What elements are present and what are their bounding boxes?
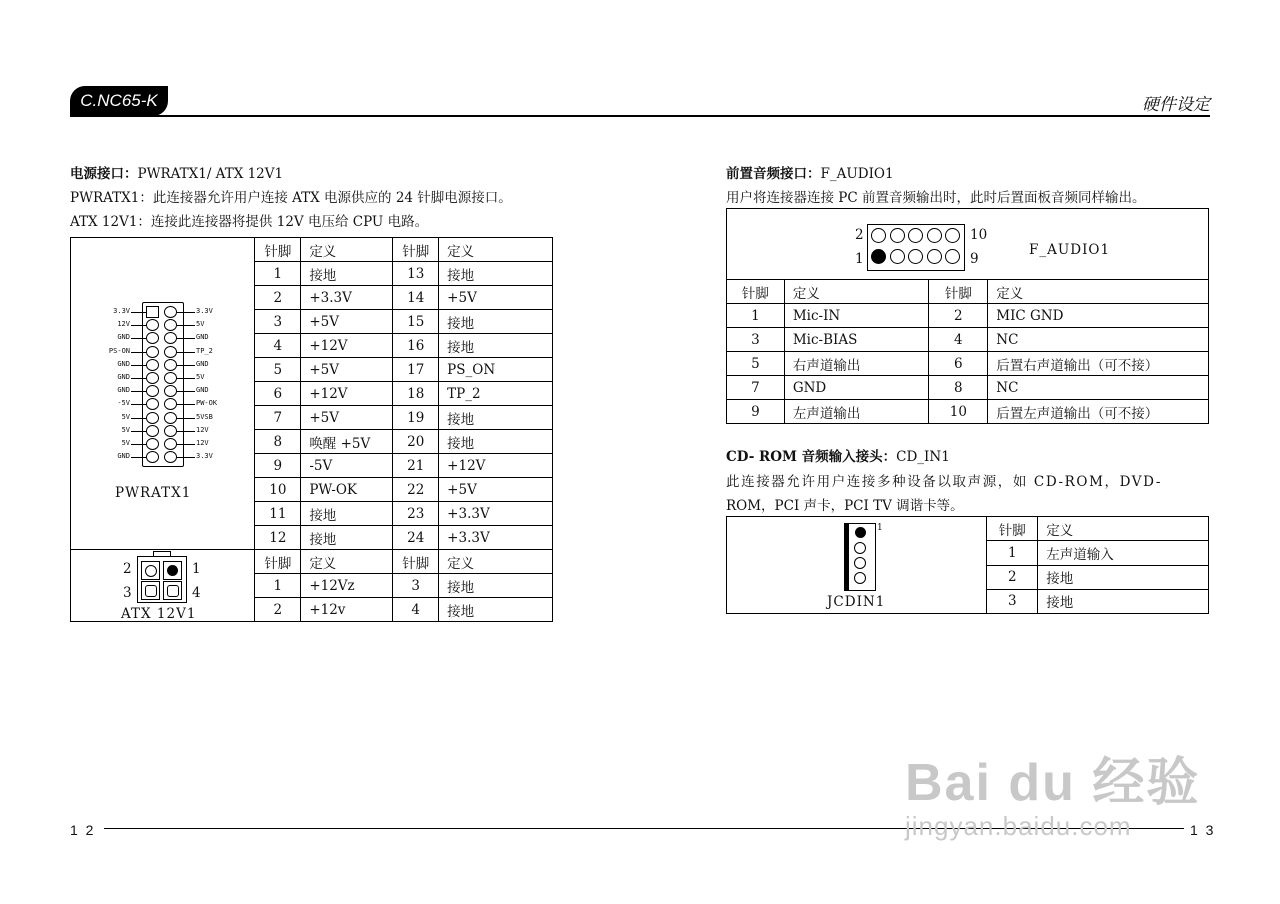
atx-pin-2-label: 2 (123, 561, 132, 577)
pwratx1-leader-line (131, 338, 146, 339)
pwratx1-left-label: -5V (117, 399, 130, 408)
audio-pin (908, 228, 923, 243)
cd-pin-1-label: 1 (877, 523, 883, 533)
pin-definition: 右声道输出 (784, 352, 929, 376)
pwratx1-right-label: 12V (196, 439, 209, 447)
pwratx1-right-label: PW-OK (196, 399, 218, 408)
pwratx1-leader-line (177, 404, 195, 405)
header-def: 定义 (439, 550, 553, 574)
cd-pin-3 (854, 557, 866, 569)
cd-pin-4 (854, 572, 866, 584)
pwratx1-left-label: GND (117, 386, 130, 395)
cd-connector-label: JCDIN1 (827, 594, 886, 610)
pin-definition: 接地 (439, 406, 553, 430)
pin-number: 4 (929, 328, 988, 352)
pwratx1-pin (146, 359, 159, 371)
table-row (727, 328, 1209, 352)
pin-number: 9 (255, 454, 301, 478)
pin-number: 21 (393, 454, 439, 478)
cd-pin-1 (855, 527, 866, 538)
header-def: 定义 (301, 238, 393, 262)
pin-number: 5 (727, 352, 785, 376)
cd-connector-cell (727, 517, 987, 614)
pin-definition: +5V (301, 310, 393, 334)
cd-heading-bold: CD- ROM 音频输入接头： (726, 449, 897, 465)
header-def: 定义 (988, 280, 1209, 304)
pin-number: 1 (987, 541, 1038, 565)
pin-number: 1 (255, 262, 301, 286)
pin-number: 15 (393, 310, 439, 334)
audio-pin-2-label: 2 (855, 227, 864, 243)
pwratx1-pin (146, 306, 159, 318)
pwratx1-label: PWRATX1 (115, 485, 192, 501)
pin-number: 23 (393, 502, 439, 526)
pin-definition: PS_ON (439, 358, 553, 382)
pin-definition: 接地 (439, 334, 553, 358)
pwratx1-pin (146, 346, 159, 358)
pwratx1-pin (146, 425, 159, 437)
pin-definition: GND (784, 376, 929, 400)
pwratx1-leader-line (131, 325, 146, 326)
pin-definition: +12V (301, 334, 393, 358)
power-heading-rest: PWRATX1/ ATX 12V1 (137, 166, 284, 182)
pin-number: 19 (393, 406, 439, 430)
pwratx1-leader-line (177, 365, 195, 366)
pin-definition: +12v (301, 598, 393, 622)
pin-number: 14 (393, 286, 439, 310)
pin-number: 22 (393, 478, 439, 502)
pin-number: 18 (393, 382, 439, 406)
cd-pin-table (726, 516, 1209, 614)
cd-header-pin: 针脚 (987, 517, 1038, 541)
cd-desc-1: 此连接器允许用户连接多种设备以取声源，如 CD-ROM，DVD- (726, 474, 1162, 490)
pin-definition: Mic-IN (784, 304, 929, 328)
audio-desc: 用户将连接器连接 PC 前置音频输出时，此时后置面板音频同样输出。 (726, 190, 1146, 206)
cd-desc-2: ROM，PCI 声卡，PCI TV 调谐卡等。 (726, 498, 964, 514)
atx12v-connector-diagram (120, 555, 220, 605)
pwratx1-leader-line (131, 352, 146, 353)
pin-definition: TP_2 (439, 382, 553, 406)
header-pin: 针脚 (929, 280, 988, 304)
atx-pin-4-label: 4 (192, 585, 201, 601)
pin-definition: +5V (439, 286, 553, 310)
pin-definition: 后置左声道输出（可不接） (988, 400, 1209, 424)
power-desc-1: PWRATX1：此连接器允许用户连接 ATX 电源供应的 24 针脚电源接口。 (70, 190, 512, 206)
pin-number: 6 (255, 382, 301, 406)
model-badge: C.NC65-K (70, 86, 168, 116)
pin-definition: +3.3V (439, 502, 553, 526)
audio-pin (945, 228, 960, 243)
pwratx1-pin (146, 372, 159, 384)
header-def: 定义 (301, 550, 393, 574)
pwratx1-pin (164, 425, 177, 437)
pin-definition: +5V (439, 478, 553, 502)
pwratx1-right-label: 5V (196, 320, 205, 329)
audio-heading-rest: F_AUDIO1 (820, 166, 894, 182)
pwratx1-left-label: GND (117, 373, 130, 381)
page-number-right: 1 3 (1190, 822, 1216, 838)
pwratx1-leader-line (131, 312, 146, 313)
pwratx1-pin (164, 359, 177, 371)
audio-pin (890, 249, 905, 264)
pin-definition: NC (988, 376, 1209, 400)
pin-number: 10 (929, 400, 988, 424)
audio-pin (890, 228, 905, 243)
pin-number: 20 (393, 430, 439, 454)
header-pin: 针脚 (255, 238, 301, 262)
pin-number: 7 (255, 406, 301, 430)
pwratx1-right-label: 3.3V (196, 307, 213, 315)
watermark-url: jingyan.baidu.com (905, 811, 1132, 841)
pwratx1-right-label: 5VSB (196, 412, 213, 421)
section-title: 硬件设定 (1142, 95, 1210, 115)
pin-number: 1 (255, 574, 301, 598)
pin-number: 2 (255, 598, 301, 622)
pin-number: 3 (255, 310, 301, 334)
pin-definition: 接地 (301, 526, 393, 550)
pin-number: 7 (727, 376, 785, 400)
pwratx1-leader-line (131, 457, 146, 458)
pin-number: 13 (393, 262, 439, 286)
pwratx1-pin (164, 306, 177, 318)
pwratx1-leader-line (177, 457, 195, 458)
pin-number: 2 (255, 286, 301, 310)
pwratx1-right-label: 12V (196, 425, 209, 434)
pwratx1-leader-line (131, 444, 146, 445)
cd-heading (726, 445, 950, 465)
pwratx1-leader-line (177, 378, 195, 379)
atx-pin-4 (163, 581, 182, 600)
atx12v-label: ATX 12V1 (121, 606, 197, 622)
pwratx1-right-label: 5V (196, 373, 205, 381)
pin-number: 4 (255, 334, 301, 358)
pin-number: 8 (929, 376, 988, 400)
pwratx1-leader-line (131, 418, 146, 419)
audio-pin (927, 228, 942, 243)
pin-definition: MIC GND (988, 304, 1209, 328)
pin-number: 9 (727, 400, 785, 424)
pin-number: 3 (987, 589, 1038, 613)
header-rule (70, 115, 1210, 117)
pin-number: 2 (929, 304, 988, 328)
audio-pin (908, 249, 923, 264)
pin-definition: 接地 (439, 262, 553, 286)
pin-definition: +12V (439, 454, 553, 478)
pwratx1-leader-line (177, 338, 195, 339)
pin-definition: 左声道输入 (1038, 541, 1209, 565)
audio-pin-10-label: 10 (970, 227, 988, 243)
cd-header-def: 定义 (1038, 517, 1209, 541)
pin-definition: +3.3V (301, 286, 393, 310)
page-number-left: 1 2 (70, 822, 96, 838)
pwratx1-pin (164, 438, 177, 450)
pin-definition: NC (988, 328, 1209, 352)
pin-number: 11 (255, 502, 301, 526)
pin-number: 10 (255, 478, 301, 502)
pwratx1-leader-line (177, 391, 195, 392)
pin-definition: +3.3V (439, 526, 553, 550)
audio-pin-table (726, 208, 1209, 424)
pin-definition: 接地 (439, 598, 553, 622)
pwratx1-leader-line (131, 431, 146, 432)
pin-number: 16 (393, 334, 439, 358)
pwratx1-left-label: GND (117, 333, 130, 342)
pin-definition: 接地 (439, 310, 553, 334)
audio-pin (927, 249, 942, 264)
header-pin: 针脚 (255, 550, 301, 574)
header-pin: 针脚 (393, 550, 439, 574)
pin-definition: 接地 (301, 262, 393, 286)
pwratx1-leader-line (177, 431, 195, 432)
pin-definition: 唤醒 +5V (301, 430, 393, 454)
audio-heading (726, 162, 894, 182)
audio-pin (871, 228, 886, 243)
pin-number: 1 (727, 304, 785, 328)
pwratx1-pin (146, 412, 159, 424)
audio-pin-9-label: 9 (970, 251, 979, 267)
pwratx1-right-label: 3.3V (196, 452, 213, 461)
pin-number: 4 (393, 598, 439, 622)
audio-heading-bold: 前置音频接口： (726, 166, 821, 182)
header-def: 定义 (439, 238, 553, 262)
pwratx1-leader-line (131, 365, 146, 366)
pwratx1-left-label: PS-ON (108, 346, 130, 355)
pwratx1-pin (164, 346, 177, 358)
pwratx1-leader-line (177, 418, 195, 419)
pwratx1-left-label: 5V (121, 412, 130, 421)
pwratx1-left-label: GND (117, 359, 130, 368)
pin-definition: 接地 (301, 502, 393, 526)
pin-definition: 接地 (439, 574, 553, 598)
power-desc-2: ATX 12V1：连接此连接器将提供 12V 电压给 CPU 电路。 (70, 214, 429, 230)
pin-number: 3 (727, 328, 785, 352)
atx-pin-1-label: 1 (192, 561, 201, 577)
audio-pin-1-label: 1 (855, 251, 864, 267)
pwratx1-right-label: TP_2 (196, 346, 213, 355)
watermark-logo: Bai du 经验 (905, 754, 1201, 812)
pin-definition: +5V (301, 406, 393, 430)
pwratx1-leader-line (131, 391, 146, 392)
pin-definition: 接地 (1038, 589, 1209, 613)
pin-definition: 左声道输出 (784, 400, 929, 424)
baidu-watermark (905, 740, 1200, 842)
pwratx1-right-label: GND (196, 386, 209, 395)
pwratx1-left-label: 12V (117, 320, 130, 329)
table-row (727, 352, 1209, 376)
atx-connector-latch (153, 551, 171, 557)
pin-definition: -5V (301, 454, 393, 478)
cd-heading-rest: CD_IN1 (896, 449, 950, 465)
pwratx1-pin (164, 412, 177, 424)
power-heading (70, 162, 283, 182)
pwratx1-leader-line (131, 404, 146, 405)
pwratx1-leader-line (177, 444, 195, 445)
power-heading-bold: 电源接口： (70, 166, 138, 182)
pin-number: 12 (255, 526, 301, 550)
pin-number: 8 (255, 430, 301, 454)
table-row (727, 376, 1209, 400)
pwratx1-leader-line (177, 325, 195, 326)
pin-definition: PW-OK (301, 478, 393, 502)
audio-connector-label: F_AUDIO1 (1029, 242, 1111, 258)
pwratx1-right-label: GND (196, 359, 209, 368)
atx-pin-1 (163, 561, 182, 580)
pin-definition: +12Vz (301, 574, 393, 598)
audio-pin (945, 249, 960, 264)
pwratx1-left-label: 5V (121, 425, 130, 434)
pin-definition: 接地 (439, 430, 553, 454)
pwratx1-leader-line (177, 312, 195, 313)
pin-definition: 后置右声道输出（可不接） (988, 352, 1209, 376)
pwratx1-connector-diagram (90, 298, 235, 470)
pin-definition: +12V (301, 382, 393, 406)
pin-number: 24 (393, 526, 439, 550)
table-row (727, 400, 1209, 424)
audio-connector-cell (727, 209, 1209, 280)
header-pin: 针脚 (727, 280, 785, 304)
pin-number: 3 (393, 574, 439, 598)
pin-number: 17 (393, 358, 439, 382)
pwratx1-right-label: GND (196, 333, 209, 342)
pwratx1-pin (146, 438, 159, 450)
atx-pin-3-label: 3 (123, 585, 132, 601)
table-row (727, 304, 1209, 328)
pwratx1-leader-line (131, 378, 146, 379)
cd-pin-2 (854, 542, 866, 554)
pwratx1-left-label: 3.3V (113, 307, 130, 315)
header-def: 定义 (784, 280, 929, 304)
pwratx1-left-label: GND (117, 452, 130, 461)
pwratx1-leader-line (177, 352, 195, 353)
atx-pin-3 (141, 581, 160, 600)
pin-number: 5 (255, 358, 301, 382)
pin-definition: Mic-BIAS (784, 328, 929, 352)
pwratx1-left-label: 5V (121, 439, 130, 447)
pin-number: 6 (929, 352, 988, 376)
header-pin: 针脚 (393, 238, 439, 262)
pin-definition: 接地 (1038, 565, 1209, 589)
audio-pin (871, 249, 886, 264)
pin-number: 2 (987, 565, 1038, 589)
pwratx1-pin (164, 372, 177, 384)
atx-pin-2 (141, 561, 160, 580)
pin-definition: +5V (301, 358, 393, 382)
